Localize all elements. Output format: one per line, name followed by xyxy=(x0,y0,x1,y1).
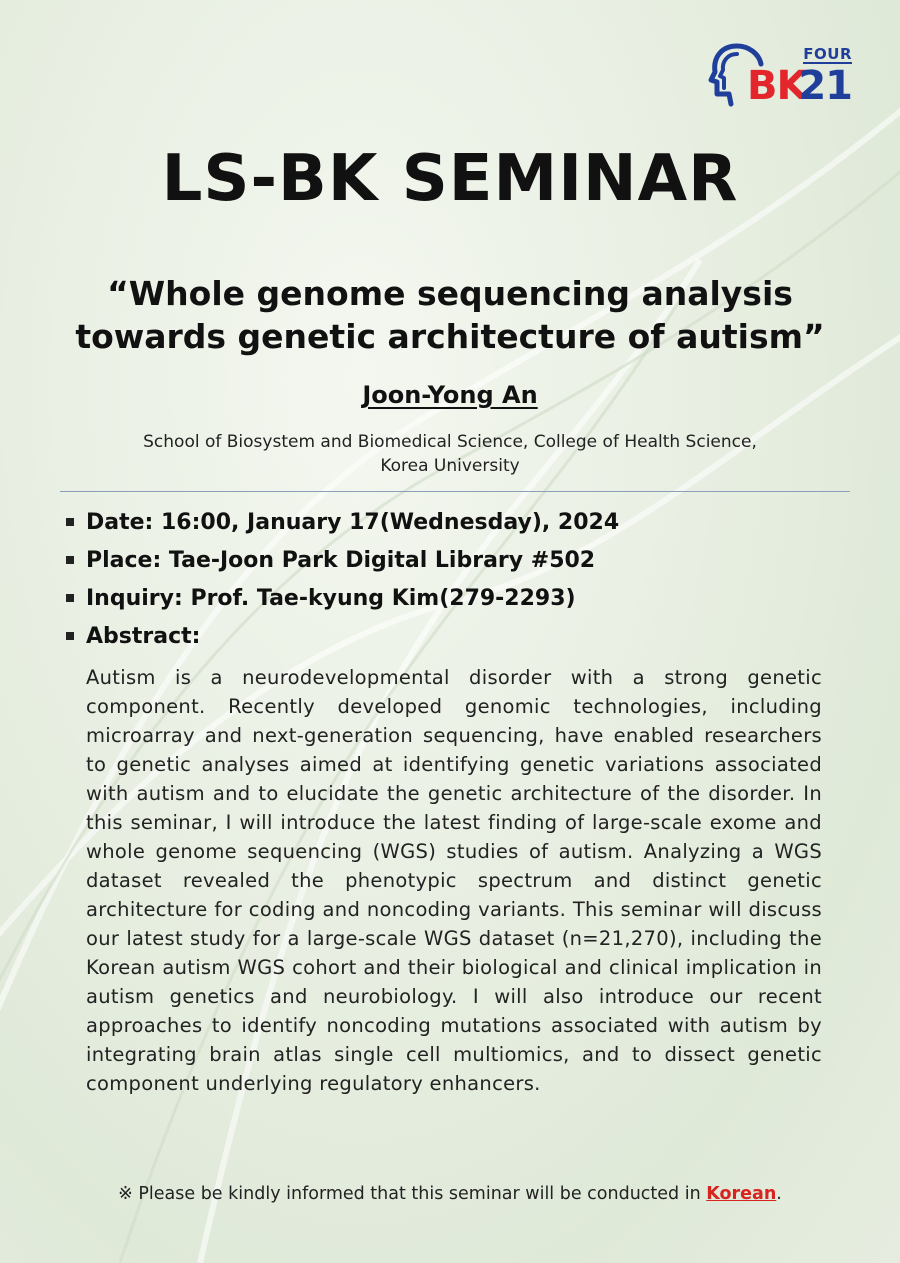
language-notice xyxy=(0,1184,900,1204)
poster-title: LS-BK SEMINAR xyxy=(161,142,739,216)
talk-title xyxy=(0,272,900,358)
square-bullet-icon xyxy=(66,518,74,526)
square-bullet-icon xyxy=(66,594,74,602)
speaker-affiliation xyxy=(60,430,840,478)
date-text: Date: 16:00, January 17(Wednesday), 2024 xyxy=(86,509,620,535)
talk-title-line-1: “Whole genome sequencing analysis xyxy=(107,274,793,313)
logo-21-text: 21 xyxy=(798,63,852,109)
notice-text: ※ Please be kindly informed that this seminar will be conducted in xyxy=(118,1184,707,1204)
date-item xyxy=(66,503,826,541)
notice-language: Korean xyxy=(706,1184,777,1204)
abstract-heading: Abstract: xyxy=(86,623,201,649)
speaker-name: Joon-Yong An xyxy=(362,381,538,409)
square-bullet-icon xyxy=(66,632,74,640)
place-item xyxy=(66,541,826,579)
inquiry-text: Inquiry: Prof. Tae-kyung Kim(279-2293) xyxy=(86,585,576,611)
square-bullet-icon xyxy=(66,556,74,564)
seminar-details xyxy=(66,503,826,655)
inquiry-item xyxy=(66,579,826,617)
bk21-four-logo xyxy=(707,38,852,110)
abstract-body: Autism is a neurodevelopmental disorder with a strong genetic component. Recently developed genomic technologies, including microarray and next-generation sequencing, have enabled researchers to genetic analyses aimed at identifying genetic variations associated with autism and to elucidate the genetic architecture of the disorder. In this seminar, I will introduce the latest finding of large-scale exome and whole genome sequencing (WGS) studies of autism. Analyzing a WGS dataset revealed the phenotypic spectrum and distinct genetic architecture for coding and noncoding variants. This seminar will discuss our latest study for a large-scale WGS dataset (n=21,270), including the Korean autism WGS cohort and their biological and clinical implication in autism genetics and neurobiology. I will also introduce our recent approaches to identify noncoding mutations associated with autism by integrating brain atlas single cell multiomics, and to dissect genetic component underlying regulatory enhancers. xyxy=(86,666,822,1095)
place-text: Place: Tae-Joon Park Digital Library #502 xyxy=(86,547,596,573)
affiliation-line-1: School of Biosystem and Biomedical Science, College of Health Science, xyxy=(143,432,757,452)
talk-title-line-2: towards genetic architecture of autism” xyxy=(75,317,825,356)
logo-four-text: FOUR xyxy=(803,45,852,63)
logo-bk-text: BK xyxy=(747,63,807,109)
notice-suffix: . xyxy=(776,1184,782,1204)
divider-line xyxy=(60,491,850,492)
affiliation-line-2: Korea University xyxy=(380,456,520,476)
abstract-heading-item xyxy=(66,617,826,655)
